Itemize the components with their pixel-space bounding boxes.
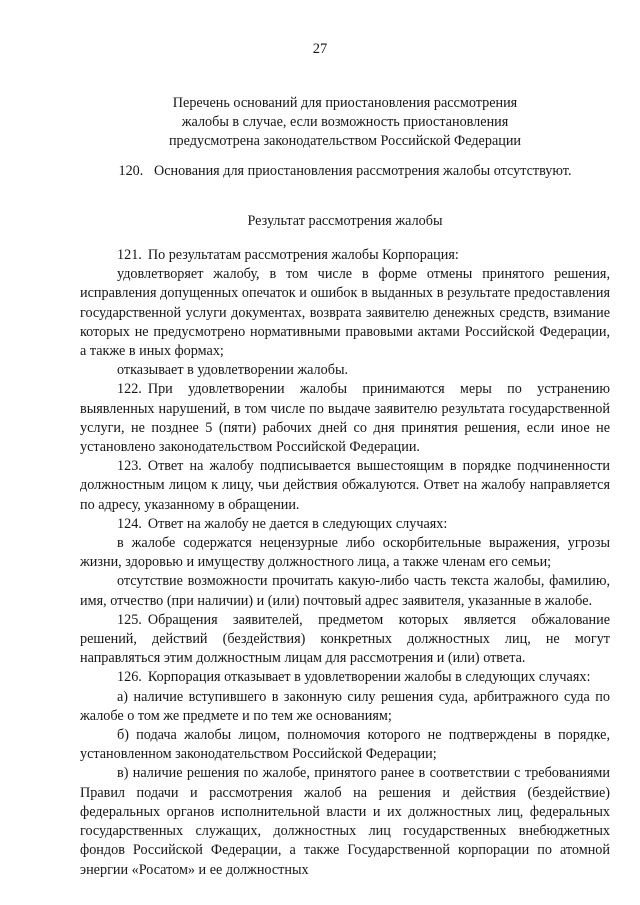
paragraph-text: отказывает в удовлетворении жалобы. — [117, 362, 349, 379]
paragraph-124-case-1 — [80, 534, 610, 572]
paragraph-number: 123. — [117, 458, 142, 475]
paragraph-126 — [80, 668, 610, 687]
paragraph-126-b — [80, 726, 610, 764]
section-heading-result — [80, 212, 610, 231]
paragraph-number: 126. — [117, 669, 142, 686]
paragraph-number: 120. — [118, 163, 144, 179]
paragraph-text: Корпорация отказывает в удовлетворении жалобы в следующих случаях: — [147, 669, 591, 686]
paragraph-text: Обращения заявителей, предметом которых является обжалование решений, действий (бездействия) конкретных должностных лиц, не могут направляться этим должностным лицам для рассмотрения и (или) ответа. — [80, 611, 610, 667]
paragraph-text: При удовлетворении жалобы принимаются меры по устранению выявленных нарушений, в том числе по выдаче заявителю результата государственной услуги, не позднее 5 (пяти) рабочих дней со дня принятия решения, если иное не установлено законодательством Российской Федерации. — [80, 381, 610, 456]
paragraph-text: б) подача жалобы лицом, полномочия которого не подтверждены в порядке, установленном законодательством Российской Федерации; — [80, 727, 610, 763]
heading-line: жалобы в случае, если возможность приостановления — [181, 114, 509, 131]
heading-line: Результат рассмотрения жалобы — [247, 213, 443, 229]
paragraph-125 — [80, 611, 610, 669]
document-body — [80, 246, 610, 880]
paragraph-text: По результатам рассмотрения жалобы Корпорация: — [147, 247, 459, 263]
paragraph-120 — [80, 162, 610, 181]
paragraph-number: 121. — [117, 247, 142, 263]
paragraph-number: 124. — [117, 515, 142, 532]
section-heading-suspension — [80, 94, 610, 152]
paragraph-text: а) наличие вступившего в законную силу решения суда, арбитражного суда по жалобе о том же предмете и по тем же основаниям; — [80, 688, 610, 724]
paragraph-text: удовлетворяет жалобу, в том числе в форме отмены принятого решения, исправления допущенных опечаток и ошибок в выданных в результате предоставления государственной услуги документах, возврата заявителю денежных средств, взимание которых не предусмотрено нормативными правовыми актами Российской Федерации, а также в иных формах; — [80, 266, 610, 360]
page-number: 27 — [312, 41, 328, 57]
heading-line: Перечень оснований для приостановления рассмотрения — [172, 95, 518, 111]
paragraph-121 — [80, 246, 610, 265]
paragraph-124 — [80, 515, 610, 534]
paragraph-number: 122. — [117, 381, 142, 398]
paragraph-text: Ответ на жалобу подписывается вышестоящим в порядке подчиненности должностным лицом к лицу, чьи действия обжалуются. Ответ на жалобу направляется по адресу, указанному в обращении. — [80, 458, 610, 513]
paragraph-text: Ответ на жалобу не дается в следующих случаях: — [147, 515, 448, 532]
paragraph-124-case-2 — [80, 572, 610, 610]
paragraph-number: 125. — [117, 611, 142, 628]
heading-line: предусмотрена законодательством Российской Федерации — [168, 133, 522, 150]
paragraph-text: в) наличие решения по жалобе, принятого ранее в соответствии с требованиями Правил подачи и рассмотрения жалоб на решения и действия (бездействие) федеральных органов исполнительной власти и их должностных лиц, федеральных государственных служащих, должностных лиц государственных внебюджетных фондов Российской Федерации, а также Государственной корпорации по атомной энергии «Росатом» и ее должностных — [80, 765, 610, 878]
paragraph-122 — [80, 380, 610, 457]
paragraph-text: Основания для приостановления рассмотрения жалобы отсутствуют. — [153, 163, 572, 179]
paragraph-121-refuse — [80, 361, 610, 380]
paragraph-123 — [80, 457, 610, 515]
paragraph-126-c — [80, 764, 610, 879]
paragraph-text: отсутствие возможности прочитать какую-либо часть текста жалобы, фамилию, имя, отчество (при наличии) и (или) почтовый адрес заявителя, указанные в жалобе. — [80, 573, 610, 609]
paragraph-126-a — [80, 688, 610, 726]
paragraph-121-satisfy — [80, 265, 610, 361]
paragraph-text: в жалобе содержатся нецензурные либо оскорбительные выражения, угрозы жизни, здоровью и имуществу должностного лица, а также членам его семьи; — [80, 535, 610, 571]
